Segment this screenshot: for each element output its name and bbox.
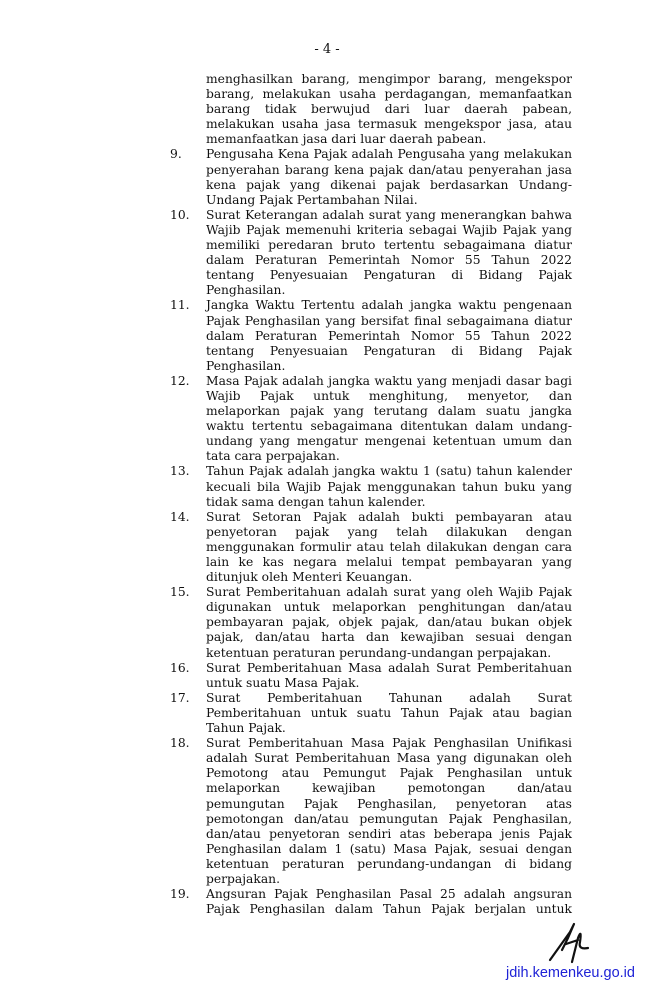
definition-item — [0, 691, 654, 736]
text-line: Penghasilan. — [206, 283, 286, 298]
definition-item — [0, 887, 654, 917]
page-number: - 4 - — [314, 42, 340, 57]
text-line: Pajak Penghasilan yang bersifat final sebagaimana diatur — [206, 313, 572, 328]
text-line: barang tidak berwujud dari luar daerah pabean, — [206, 102, 572, 117]
text-line: menggunakan formulir atau telah dilakukan dengan cara — [206, 539, 572, 554]
text-line: Tahun Pajak. — [206, 721, 286, 736]
text-line: Jangka Waktu Tertentu adalah jangka waktu pengenaan — [206, 298, 572, 313]
definition-item — [0, 208, 654, 299]
text-line: dan/atau penyetoran sendiri atas beberapa jenis Pajak — [206, 826, 572, 841]
item-number: 11. — [170, 298, 190, 313]
text-line: melakukan usaha jasa termasuk mengekspor jasa, atau — [206, 117, 572, 132]
text-line: perpajakan. — [206, 871, 280, 886]
text-line: dalam Peraturan Pemerintah Nomor 55 Tahun 2022 — [206, 253, 572, 268]
definition-item — [0, 510, 654, 585]
text-line: kena pajak yang dikenai pajak berdasarkan Undang- — [206, 177, 572, 192]
text-line: ketentuan peraturan perundang-undangan di bidang — [206, 856, 572, 871]
item-number: 19. — [170, 887, 190, 902]
text-line: pajak, dan/atau harta dan kewajiban sesuai dengan — [206, 630, 572, 645]
definition-item — [0, 585, 654, 660]
definition-item — [0, 298, 654, 373]
text-line: Pajak Penghasilan dalam Tahun Pajak berjalan untuk — [206, 902, 572, 917]
text-line: Penghasilan dalam 1 (satu) Masa Pajak, sesuai dengan — [206, 841, 572, 856]
definition-item — [0, 72, 654, 147]
text-line: Surat Pemberitahuan Masa adalah Surat Pemberitahuan — [206, 660, 572, 675]
text-line: barang, melakukan usaha perdagangan, memanfaatkan — [206, 87, 572, 102]
text-line: Surat Pemberitahuan adalah surat yang oleh Wajib Pajak — [206, 585, 572, 600]
text-line: melaporkan pajak yang terutang dalam suatu jangka — [206, 404, 572, 419]
text-line: tentang Penyesuaian Pengaturan di Bidang Pajak — [206, 268, 572, 283]
text-line: ditunjuk oleh Menteri Keuangan. — [206, 570, 413, 585]
item-number: 18. — [170, 736, 190, 751]
text-line: pembayaran pajak, objek pajak, dan/atau bukan objek — [206, 615, 572, 630]
signature-icon — [548, 920, 598, 965]
text-line: menghasilkan barang, mengimpor barang, mengekspor — [206, 72, 572, 86]
text-line: kecuali bila Wajib Pajak menggunakan tahun buku yang — [206, 479, 572, 494]
footer-website-link[interactable]: jdih.kemenkeu.go.id — [506, 965, 635, 981]
item-number: 14. — [170, 509, 190, 524]
text-line: Penghasilan. — [206, 358, 286, 373]
text-line: Surat Keterangan adalah surat yang menerangkan bahwa — [206, 207, 572, 222]
text-line: pemotongan dan/atau pemungutan Pajak Penghasilan, — [206, 811, 572, 826]
item-number: 12. — [170, 373, 190, 388]
item-number: 10. — [170, 207, 190, 222]
text-line: Pemberitahuan untuk suatu Tahun Pajak atau bagian — [206, 705, 572, 720]
definition-item — [0, 464, 654, 509]
text-line: Masa Pajak adalah jangka waktu yang menjadi dasar bagi — [206, 373, 572, 388]
text-line: Angsuran Pajak Penghasilan Pasal 25 adalah angsuran — [206, 887, 572, 902]
definition-item — [0, 661, 654, 691]
text-line: pemungutan Pajak Penghasilan, penyetoran atas — [206, 796, 572, 811]
text-line: memanfaatkan jasa dari luar daerah pabean. — [206, 132, 487, 147]
text-line: melaporkan kewajiban pemotongan dan/atau — [206, 781, 572, 796]
text-line: penyerahan barang kena pajak dan/atau penyerahan jasa — [206, 162, 572, 177]
text-line: undang yang mengatur mengenai ketentuan umum dan — [206, 434, 572, 449]
text-line: Undang Pajak Pertambahan Nilai. — [206, 192, 418, 207]
document-body — [0, 72, 654, 917]
definition-item — [0, 736, 654, 887]
text-line: digunakan untuk melaporkan penghitungan dan/atau — [206, 600, 572, 615]
text-line: Pemotong atau Pemungut Pajak Penghasilan untuk — [206, 766, 572, 781]
text-line: Wajib Pajak memenuhi kriteria sebagai Wajib Pajak yang — [206, 222, 572, 237]
text-line: waktu tertentu sebagaimana ditentukan dalam undang- — [206, 419, 572, 434]
text-line: tidak sama dengan tahun kalender. — [206, 494, 426, 509]
text-line: untuk suatu Masa Pajak. — [206, 675, 360, 690]
text-line: Surat Pemberitahuan Masa Pajak Penghasilan Unifikasi — [206, 736, 572, 751]
text-line: Tahun Pajak adalah jangka waktu 1 (satu) tahun kalender — [206, 464, 572, 479]
item-number: 17. — [170, 690, 190, 705]
definition-item — [0, 374, 654, 465]
text-line: tata cara perpajakan. — [206, 449, 340, 464]
text-line: Wajib Pajak untuk menghitung, menyetor, dan — [206, 388, 572, 403]
text-line: dalam Peraturan Pemerintah Nomor 55 Tahun 2022 — [206, 328, 572, 343]
definition-item — [0, 147, 654, 207]
text-line: memiliki peredaran bruto tertentu sebagaimana diatur — [206, 238, 572, 253]
text-line: penyetoran pajak yang telah dilakukan dengan — [206, 524, 572, 539]
text-line: Surat Setoran Pajak adalah bukti pembayaran atau — [206, 509, 572, 524]
text-line: lain ke kas negara melalui tempat pembayaran yang — [206, 555, 572, 569]
item-number: 15. — [170, 585, 190, 600]
text-line: Pengusaha Kena Pajak adalah Pengusaha yang melakukan — [206, 147, 572, 162]
item-number: 9. — [170, 147, 182, 162]
item-number: 16. — [170, 660, 190, 675]
item-number: 13. — [170, 464, 190, 479]
text-line: tentang Penyesuaian Pengaturan di Bidang Pajak — [206, 343, 572, 358]
text-line: adalah Surat Pemberitahuan Masa yang digunakan oleh — [206, 751, 572, 766]
text-line: Surat Pemberitahuan Tahunan adalah Surat — [206, 690, 572, 705]
text-line: ketentuan peraturan perundang-undangan perpajakan. — [206, 645, 552, 660]
